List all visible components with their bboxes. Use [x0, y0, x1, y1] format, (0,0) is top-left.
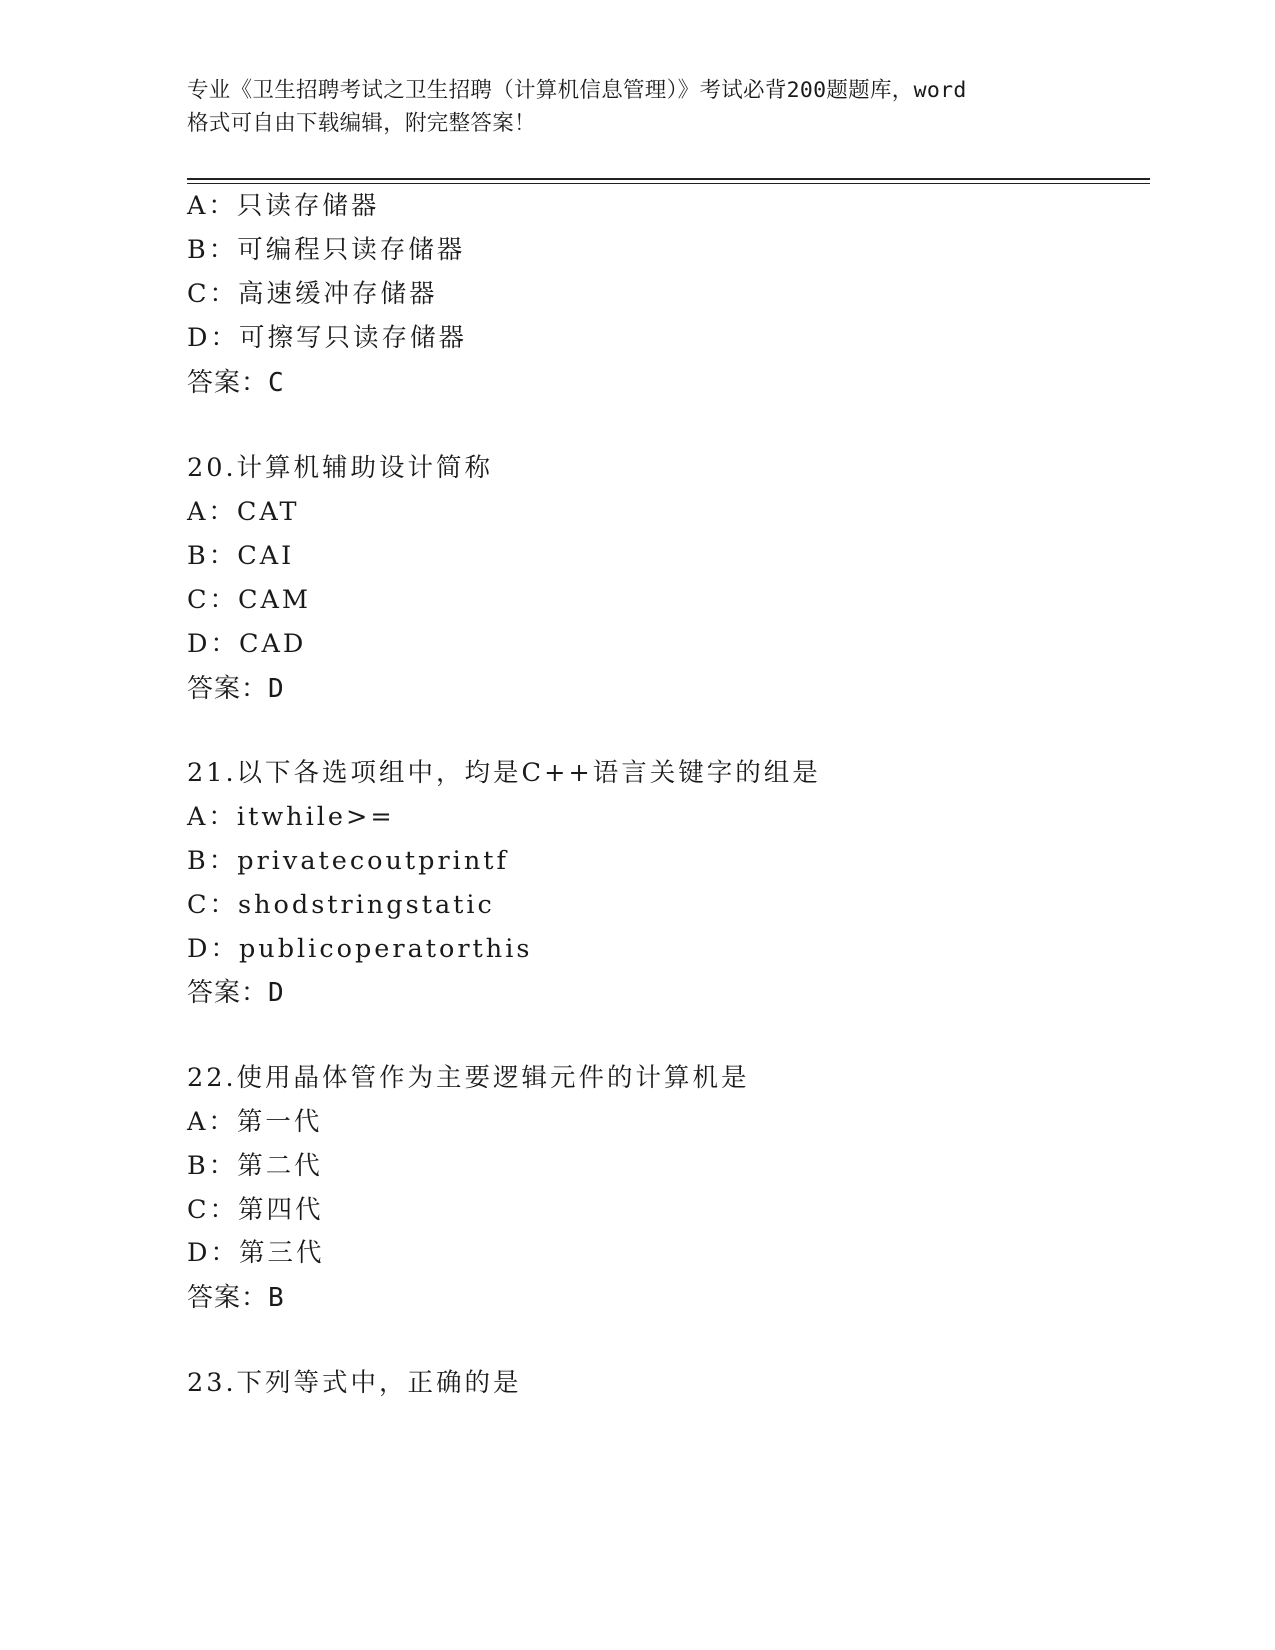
q19-option-c: C：高速缓冲存储器 [187, 279, 438, 309]
q19-answer: 答案：C [187, 368, 285, 398]
q21-option-b: B：privatecoutprintf [187, 846, 509, 876]
header-rule-thick [187, 178, 1150, 180]
q21-answer: 答案：D [187, 978, 285, 1008]
q20-option-b: B：CAI [187, 541, 295, 571]
q22-option-c: C：第四代 [187, 1195, 324, 1225]
q21-option-a: A：itwhile>= [187, 802, 395, 832]
q20-option-a: A：CAT [187, 497, 300, 527]
q20-option-d: D：CAD [187, 629, 307, 659]
q19-option-a: A：只读存储器 [187, 191, 380, 221]
q22-option-a: A：第一代 [187, 1107, 323, 1137]
q21-option-d: D：publicoperatorthis [187, 934, 533, 964]
q21-option-c: C：shodstringstatic [187, 890, 495, 920]
q19-option-b: B：可编程只读存储器 [187, 235, 466, 265]
header-line-2: 格式可自由下载编辑，附完整答案！ [187, 111, 536, 136]
q22-option-d: D：第三代 [187, 1238, 325, 1268]
q21-question: 21.以下各选项组中，均是C++语言关键字的组是 [187, 758, 821, 788]
q22-question: 22.使用晶体管作为主要逻辑元件的计算机是 [187, 1063, 750, 1093]
q20-answer: 答案：D [187, 674, 285, 704]
q20-question: 20.计算机辅助设计简称 [187, 453, 494, 483]
q20-option-c: C：CAM [187, 585, 312, 615]
q22-option-b: B：第二代 [187, 1151, 323, 1181]
q19-option-d: D：可擦写只读存储器 [187, 323, 467, 353]
document-header [187, 74, 1087, 140]
header-line-1: 专业《卫生招聘考试之卫生招聘（计算机信息管理）》考试必背200题题库，word [187, 78, 967, 103]
q22-answer: 答案：B [187, 1283, 285, 1313]
q23-question: 23.下列等式中，正确的是 [187, 1368, 522, 1398]
header-rule-thin [187, 183, 1150, 184]
